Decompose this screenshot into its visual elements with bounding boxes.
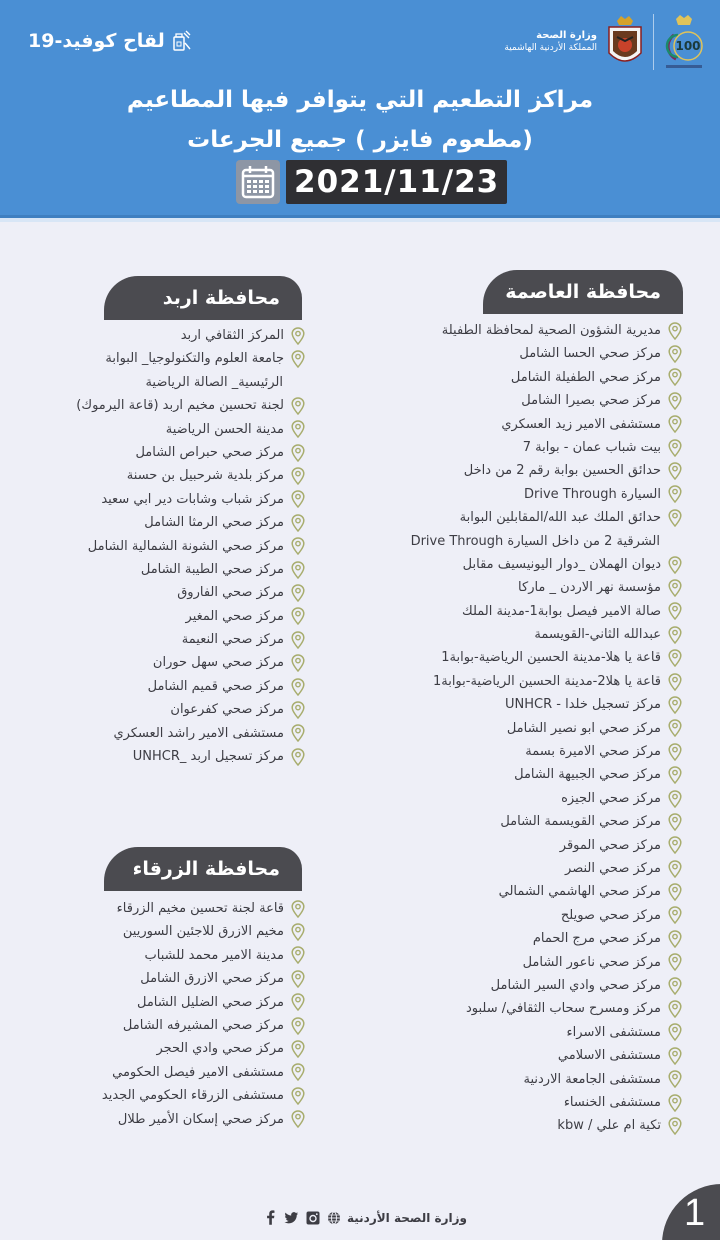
list-item: مديرية الشؤون الصحية لمحافظة الطفيلة — [411, 319, 682, 342]
section-title-capital: محافظة العاصمة — [483, 270, 683, 314]
list-item: مؤسسة نهر الاردن _ ماركا — [411, 576, 682, 599]
location-pin-icon — [291, 514, 305, 532]
list-item: مركز صحي الضليل الشامل — [102, 991, 305, 1014]
list-item: مستشفى الامير فيصل الحكومي — [102, 1061, 305, 1084]
list-item: لجنة تحسين مخيم اربد (قاعة اليرموك) — [76, 394, 305, 417]
location-pin-icon — [668, 790, 682, 808]
location-pin-icon — [291, 350, 305, 368]
location-pin-icon — [668, 626, 682, 644]
location-pin-icon — [291, 900, 305, 918]
location-pin-icon — [668, 883, 682, 901]
location-pin-icon — [668, 345, 682, 363]
location-pin-icon — [668, 813, 682, 831]
list-item: مستشفى الجامعة الاردنية — [411, 1068, 682, 1091]
list-item-continuation: الرئيسية_ الصالة الرياضية — [145, 374, 283, 390]
location-pin-icon — [668, 1094, 682, 1112]
list-item: مركز صحي ناعور الشامل — [411, 951, 682, 974]
list-item: مركز شباب وشابات دير ابي سعيد — [76, 488, 305, 511]
location-pin-icon — [668, 1117, 682, 1135]
list-item: مركز صحي وادي السير الشامل — [411, 974, 682, 997]
location-pin-icon — [668, 368, 682, 386]
footer — [263, 1210, 467, 1225]
brand-label: لقاح كوفيد-19 — [28, 30, 165, 52]
location-pin-icon — [668, 462, 682, 480]
list-item: مركز صحي الحسا الشامل — [411, 342, 682, 365]
list-item: مركز صحي كفرعوان — [76, 698, 305, 721]
location-pin-icon — [668, 696, 682, 714]
list-item: حدائق الملك عبد الله/المقابلين البوابة — [411, 506, 682, 529]
list-item: مركز صحي الموقر — [411, 834, 682, 857]
jordan-crest-logo — [605, 15, 645, 69]
list-item: حدائق الحسين بوابة رقم 2 من داخل — [411, 459, 682, 482]
section-title-irbid: محافظة اربد — [104, 276, 302, 320]
svg-text:100: 100 — [675, 39, 701, 53]
list-item: مركز صحي الهاشمي الشمالي — [411, 880, 682, 903]
vaccine-icon — [171, 30, 191, 52]
list-item: مستشفى الامير زيد العسكري — [411, 413, 682, 436]
location-pin-icon — [668, 415, 682, 433]
location-pin-icon — [291, 584, 305, 602]
irbid-centers-list — [76, 324, 305, 768]
centennial-logo — [662, 13, 706, 71]
location-pin-icon — [291, 1087, 305, 1105]
list-item: مركز صحي إسكان الأمير طلال — [102, 1108, 305, 1131]
location-pin-icon — [291, 490, 305, 508]
list-item: مركز صحي الطفيلة الشامل — [411, 366, 682, 389]
location-pin-icon — [668, 906, 682, 924]
list-item: ديوان الهملان _دوار اليونيسيف مقابل — [411, 553, 682, 576]
location-pin-icon — [291, 444, 305, 462]
list-item: مركز صحي النعيمة — [76, 628, 305, 651]
list-item: المركز الثقافي اربد — [76, 324, 305, 347]
list-item: مستشفى الاسلامي — [411, 1044, 682, 1067]
location-pin-icon — [291, 561, 305, 579]
list-item: مركز صحي قميم الشامل — [76, 675, 305, 698]
list-item: مستشفى الامير راشد العسكري — [76, 722, 305, 745]
location-pin-icon — [291, 724, 305, 742]
list-item: مركز صحي سهل حوران — [76, 651, 305, 674]
location-pin-icon — [668, 719, 682, 737]
list-item: مركز صحي الطيبة الشامل — [76, 558, 305, 581]
date-label: 2021/11/23 — [286, 160, 507, 204]
location-pin-icon — [668, 579, 682, 597]
location-pin-icon — [668, 485, 682, 503]
list-item: مركز صحي مرج الحمام — [411, 927, 682, 950]
location-pin-icon — [291, 420, 305, 438]
location-pin-icon — [291, 923, 305, 941]
location-pin-icon — [668, 322, 682, 340]
location-pin-icon — [668, 1000, 682, 1018]
list-item: مركز صحي الازرق الشامل — [102, 967, 305, 990]
list-item: مخيم الازرق للاجئين السوريين — [102, 920, 305, 943]
location-pin-icon — [668, 649, 682, 667]
title-line-2: (مطعوم فايزر ) جميع الجرعات — [187, 127, 533, 153]
list-item: مدينة الامير محمد للشباب — [102, 944, 305, 967]
location-pin-icon — [668, 860, 682, 878]
location-pin-icon — [668, 836, 682, 854]
list-item: مركز صحي الرمثا الشامل — [76, 511, 305, 534]
location-pin-icon — [291, 397, 305, 415]
list-item: مركز صحي الجبيهة الشامل — [411, 763, 682, 786]
list-item: قاعة يا هلا-مدينة الحسين الرياضية-بوابة1 — [411, 646, 682, 669]
location-pin-icon — [291, 537, 305, 555]
list-item-continuation: الشرقية 2 من داخل السيارة Drive Through — [410, 533, 660, 549]
location-pin-icon — [668, 743, 682, 761]
location-pin-icon — [291, 993, 305, 1011]
location-pin-icon — [291, 701, 305, 719]
location-pin-icon — [668, 509, 682, 527]
location-pin-icon — [291, 946, 305, 964]
list-item: مركز ومسرح سحاب الثقافي/ سلبود — [411, 997, 682, 1020]
logo-divider — [653, 14, 654, 70]
capital-centers-list — [411, 319, 682, 1138]
list-item: صالة الامير فيصل بوابة1-مدينة الملك — [411, 600, 682, 623]
location-pin-icon — [291, 631, 305, 649]
list-item: مركز صحي بصيرا الشامل — [411, 389, 682, 412]
location-pin-icon — [291, 1063, 305, 1081]
location-pin-icon — [291, 1040, 305, 1058]
location-pin-icon — [668, 556, 682, 574]
page-number-badge — [662, 1184, 720, 1240]
location-pin-icon — [668, 977, 682, 995]
location-pin-icon — [291, 1110, 305, 1128]
list-item: مركز صحي صويلح — [411, 904, 682, 927]
twitter-icon[interactable] — [284, 1210, 299, 1225]
location-pin-icon — [291, 1017, 305, 1035]
list-item: بيت شباب عمان - بوابة 7 — [411, 436, 682, 459]
location-pin-icon — [668, 602, 682, 620]
location-pin-icon — [291, 607, 305, 625]
location-pin-icon — [291, 327, 305, 345]
ministry-name: وزارة الصحة — [536, 30, 597, 42]
list-item: مركز صحي الاميرة بسمة — [411, 740, 682, 763]
list-item: قاعة لجنة تحسين مخيم الزرقاء — [102, 897, 305, 920]
list-item: مركز صحي ابو نصير الشامل — [411, 717, 682, 740]
ministry-name-block — [504, 30, 597, 54]
location-pin-icon — [291, 467, 305, 485]
footer-label: وزارة الصحة الأردنية — [347, 1210, 467, 1225]
calendar-icon — [236, 160, 280, 204]
location-pin-icon — [291, 970, 305, 988]
zarqa-centers-list — [102, 897, 305, 1131]
location-pin-icon — [291, 654, 305, 672]
instagram-icon[interactable] — [305, 1210, 320, 1225]
list-item: مستشفى الاسراء — [411, 1021, 682, 1044]
page-title — [0, 80, 720, 160]
list-item: مركز صحي النصر — [411, 857, 682, 880]
page-number: 1 — [684, 1192, 706, 1234]
list-item: مركز بلدية شرحبيل بن حسنة — [76, 464, 305, 487]
ministry-logos — [504, 10, 706, 74]
list-item: مركز صحي القويسمة الشامل — [411, 810, 682, 833]
location-pin-icon — [668, 766, 682, 784]
section-title-zarqa: محافظة الزرقاء — [104, 847, 302, 891]
list-item: تكية ام علي / kbw — [411, 1114, 682, 1137]
list-item: جامعة العلوم والتكنولوجيا_ البوابة — [76, 347, 305, 370]
list-item: عبدالله الثاني-القويسمة — [411, 623, 682, 646]
location-pin-icon — [668, 1070, 682, 1088]
facebook-icon[interactable] — [263, 1210, 278, 1225]
list-item: مركز صحي المشيرفه الشامل — [102, 1014, 305, 1037]
list-item: السيارة Drive Through — [411, 483, 682, 506]
header-banner — [0, 0, 720, 218]
title-line-1: مراكز التطعيم التي يتوافر فيها المطاعيم — [126, 87, 594, 113]
list-item: مدينة الحسن الرياضية — [76, 418, 305, 441]
globe-icon[interactable] — [326, 1210, 341, 1225]
location-pin-icon — [668, 1023, 682, 1041]
location-pin-icon — [668, 1047, 682, 1065]
location-pin-icon — [291, 748, 305, 766]
location-pin-icon — [668, 673, 682, 691]
list-item: قاعة يا هلا2-مدينة الحسين الرياضية-بوابة1 — [411, 670, 682, 693]
list-item: مركز صحي الفاروق — [76, 581, 305, 604]
list-item: مركز صحي المغير — [76, 605, 305, 628]
kingdom-name: المملكة الأردنية الهاشمية — [504, 42, 597, 53]
list-item: مستشفى الخنساء — [411, 1091, 682, 1114]
location-pin-icon — [668, 392, 682, 410]
location-pin-icon — [291, 678, 305, 696]
date-row — [236, 160, 507, 204]
location-pin-icon — [668, 930, 682, 948]
list-item: مستشفى الزرقاء الحكومي الجديد — [102, 1084, 305, 1107]
list-item: مركز تسجيل خلدا - UNHCR — [411, 693, 682, 716]
covid-vaccine-brand — [28, 30, 191, 52]
list-item: مركز تسجيل اربد _UNHCR — [76, 745, 305, 768]
list-item: مركز صحي حبراص الشامل — [76, 441, 305, 464]
header-divider — [0, 218, 720, 222]
list-item: مركز صحي الجيزه — [411, 787, 682, 810]
location-pin-icon — [668, 953, 682, 971]
list-item: مركز صحي الشونة الشمالية الشامل — [76, 535, 305, 558]
location-pin-icon — [668, 439, 682, 457]
list-item: مركز صحي وادي الحجر — [102, 1037, 305, 1060]
